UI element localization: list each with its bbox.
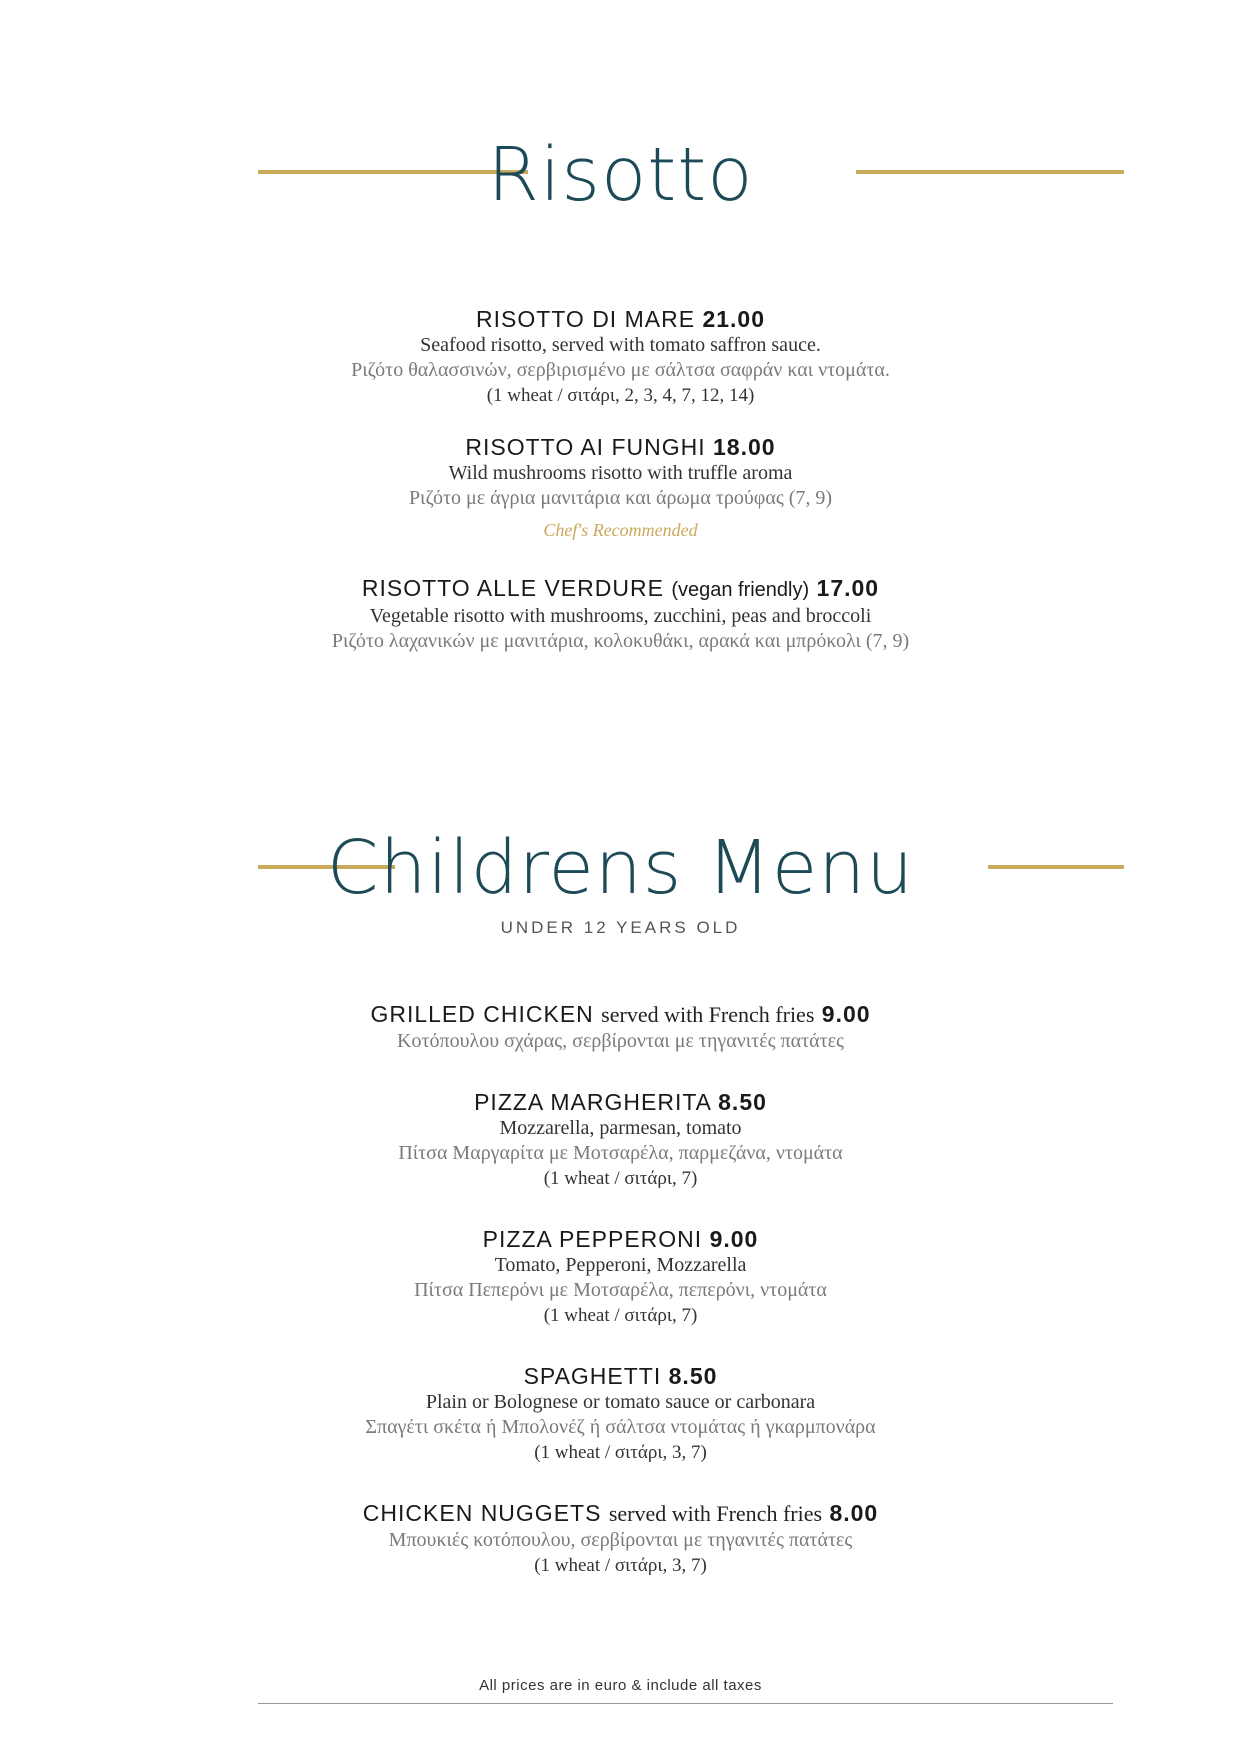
menu-item	[0, 1088, 1241, 1191]
item-name: SPAGHETTI	[523, 1363, 662, 1389]
item-greek-description: Πίτσα Πεπερόνι με Μοτσαρέλα, πεπερόνι, ντομάτα	[414, 1279, 827, 1301]
item-name: RISOTTO ALLE VERDURE	[361, 575, 664, 601]
item-note: served with French fries	[608, 1501, 823, 1526]
item-name: PIZZA PEPPERONI	[482, 1226, 703, 1252]
item-name: RISOTTO AI FUNGHI	[465, 434, 706, 460]
chef-recommended-label: Chef's Recommended	[543, 520, 698, 540]
item-price: 9.00	[709, 1226, 759, 1252]
section-heading: Childrens Menu	[326, 825, 915, 911]
footer-divider	[258, 1703, 1113, 1704]
item-price: 9.00	[821, 1001, 871, 1027]
item-description: Wild mushrooms risotto with truffle aroma	[448, 462, 793, 484]
section-heading: Risotto	[487, 132, 754, 218]
item-name: GRILLED CHICKEN	[370, 1001, 594, 1027]
item-description: Mozzarella, parmesan, tomato	[499, 1117, 742, 1139]
item-description: Plain or Bolognese or tomato sauce or carbonara	[425, 1391, 816, 1413]
menu-item	[0, 1499, 1241, 1578]
item-greek-description: Κοτόπουλου σχάρας, σερβίρονται με τηγανιτές πατάτες	[397, 1030, 844, 1052]
item-price: 8.00	[829, 1500, 879, 1526]
item-price: 18.00	[713, 434, 776, 460]
item-allergens: (1 wheat / σιτάρι, 2, 3, 4, 7, 12, 14)	[486, 385, 755, 406]
menu-item	[0, 574, 1241, 654]
item-description: Seafood risotto, served with tomato saffron sauce.	[420, 334, 821, 356]
item-greek-description: Ριζότο λαχανικών με μανιτάρια, κολοκυθάκι, αρακά και μπρόκολι (7, 9)	[331, 630, 910, 652]
item-description: Tomato, Pepperoni, Mozzarella	[494, 1254, 747, 1276]
item-price: 8.50	[718, 1089, 767, 1115]
menu-item	[0, 305, 1241, 408]
item-greek-description: Πίτσα Μαργαρίτα με Μοτσαρέλα, παρμεζάνα, ντομάτα	[398, 1142, 843, 1164]
item-greek-description: Ριζότο θαλασσινών, σερβιρισμένο με σάλτσα σαφράν και ντομάτα.	[351, 359, 890, 381]
item-price: 17.00	[816, 575, 880, 601]
item-greek-description: Σπαγέτι σκέτα ή Μπολονέζ ή σάλτσα ντομάτας ή γκαρμπονάρα	[365, 1416, 876, 1438]
section-subheading: UNDER 12 YEARS OLD	[500, 918, 741, 937]
item-allergens: (1 wheat / σιτάρι, 7)	[543, 1305, 698, 1326]
item-greek-description: Μπουκιές κοτόπουλου, σερβίρονται με τηγανιτές πατάτες	[388, 1529, 853, 1551]
item-allergens: (1 wheat / σιτάρι, 3, 7)	[534, 1555, 707, 1576]
item-description: Vegetable risotto with mushrooms, zucchini, peas and broccoli	[369, 605, 872, 627]
item-name: PIZZA MARGHERITA	[474, 1089, 711, 1115]
item-price: 8.50	[668, 1363, 718, 1389]
menu-item	[0, 1362, 1241, 1465]
menu-item	[0, 433, 1241, 543]
menu-item	[0, 1000, 1241, 1054]
item-name: RISOTTO DI MARE	[476, 306, 696, 332]
item-allergens: (1 wheat / σιτάρι, 7)	[543, 1168, 698, 1189]
item-allergens: (1 wheat / σιτάρι, 3, 7)	[534, 1442, 707, 1463]
footer-note: All prices are in euro & include all taxes	[479, 1677, 762, 1694]
item-greek-description: Ριζότο με άγρια μανιτάρια και άρωμα τρούφας (7, 9)	[408, 487, 833, 509]
menu-item	[0, 1225, 1241, 1328]
item-name: CHICKEN NUGGETS	[362, 1500, 602, 1526]
item-note: served with French fries	[601, 1002, 815, 1027]
vegan-tag: (vegan friendly)	[671, 579, 810, 601]
item-price: 21.00	[702, 306, 765, 332]
